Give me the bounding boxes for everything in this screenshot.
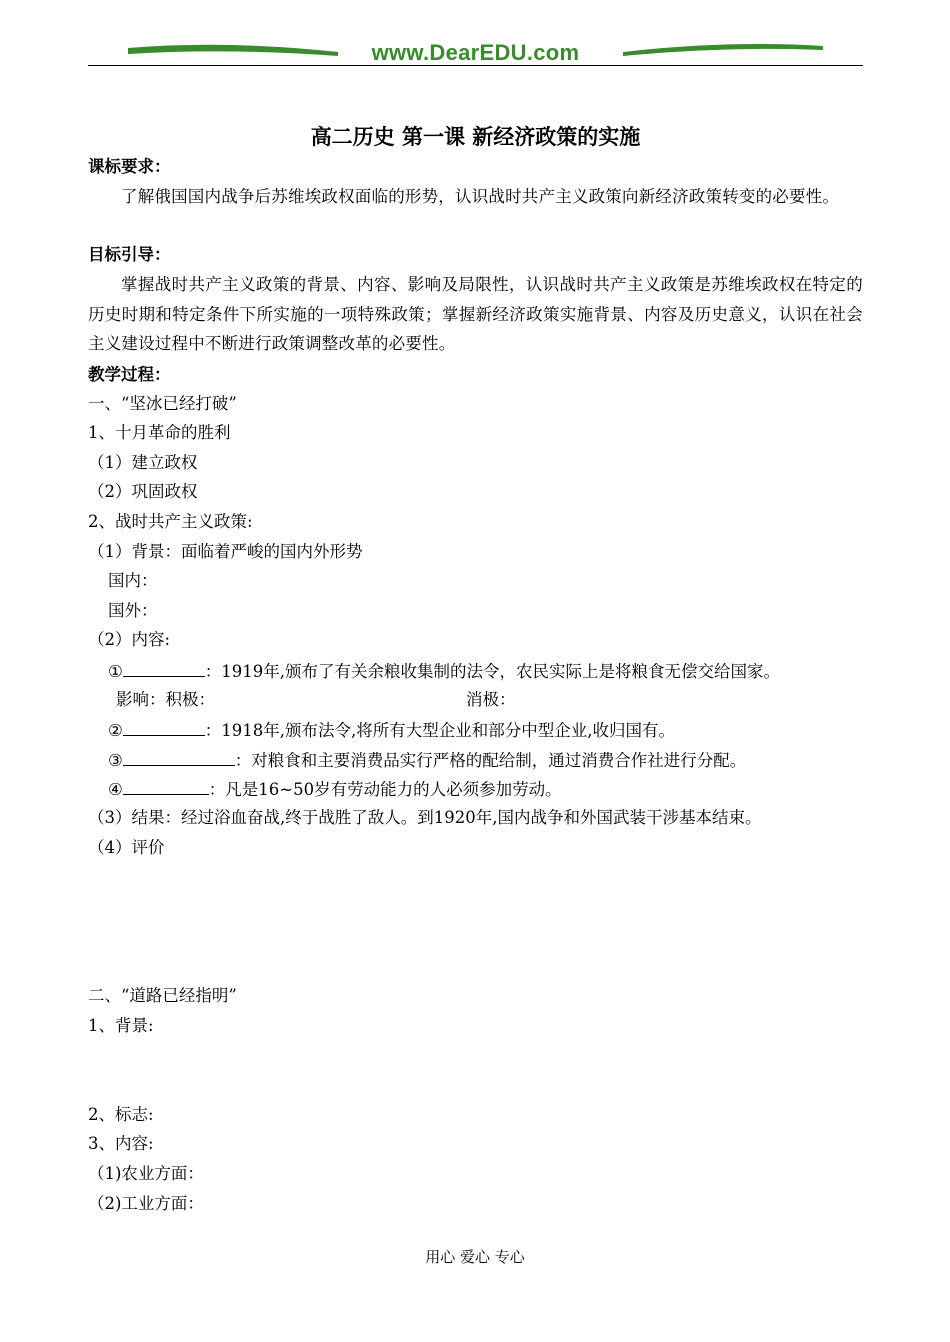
item-1-text: ：1919年,颁布了有关余粮收集制的法令，农民实际上是将粮食无偿交给国家。 xyxy=(204,662,781,681)
process-heading: 教学过程： xyxy=(88,365,171,384)
item-2-text: ：1918年,颁布法令,将所有大型企业和部分中型企业,收归国有。 xyxy=(204,721,676,740)
page-footer: 用心 爱心 专心 xyxy=(425,1248,525,1266)
p1-2-background: （1）背景：面临着严峻的国内外形势 xyxy=(88,542,363,561)
item-2 xyxy=(108,717,675,743)
domestic-label: 国内： xyxy=(108,571,158,590)
item-2-blank[interactable] xyxy=(123,717,205,736)
item-1 xyxy=(108,658,780,684)
p2-1: 1、背景: xyxy=(88,1016,154,1035)
p2-3: 3、内容: xyxy=(88,1134,154,1153)
item-2-marker: ② xyxy=(108,721,123,740)
item-1-blank[interactable] xyxy=(123,658,205,677)
item-4-text: ：凡是16~50岁有劳动能力的人必须参加劳动。 xyxy=(208,780,562,799)
foreign-label: 国外： xyxy=(108,601,158,620)
impact-line xyxy=(116,688,215,712)
item-3-text: ：对粮食和主要消费品实行严格的配给制，通过消费合作社进行分配。 xyxy=(234,751,747,770)
p1-2: 2、战时共产主义政策: xyxy=(88,512,253,531)
p2-2: 2、标志: xyxy=(88,1105,154,1124)
standard-heading: 课标要求： xyxy=(88,157,171,176)
p1-1-b: （2）巩固政权 xyxy=(88,482,198,501)
header-banner xyxy=(88,36,863,68)
item-1-marker: ① xyxy=(108,662,123,681)
item-4-blank[interactable] xyxy=(123,776,209,795)
site-logo: www.DearEDU.com xyxy=(371,40,580,65)
impact-label: 影响：积极： xyxy=(116,690,215,709)
part1-heading: 一、“坚冰已经打破” xyxy=(88,394,237,413)
p1-1-a: （1）建立政权 xyxy=(88,453,198,472)
header-rule xyxy=(88,65,863,66)
evaluation-label: （4）评价 xyxy=(88,838,165,857)
content-label: （2）内容: xyxy=(88,630,171,649)
result-text: （3）结果：经过浴血奋战,终于战胜了敌人。到1920年,国内战争和外国武装干涉基本结束。 xyxy=(88,808,762,827)
standard-text: 了解俄国国内战争后苏维埃政权面临的形势，认识战时共产主义政策向新经济政策转变的必要性。 xyxy=(121,187,840,206)
item-3 xyxy=(108,747,746,773)
goal-heading: 目标引导： xyxy=(88,245,171,264)
part2-heading: 二、“道路已经指明” xyxy=(88,986,237,1005)
item-4-marker: ④ xyxy=(108,780,123,799)
page-title: 高二历史 第一课 新经济政策的实施 xyxy=(310,124,641,149)
goal-text: 掌握战时共产主义政策的背景、内容、影响及局限性，认识战时共产主义政策是苏维埃政权在特定的历史时期和特定条件下所实施的一项特殊政策；掌握新经济政策实施背景、内容及历史意义，认识在社会主义建设过程中不断进行政策调整改革的必要性。 xyxy=(88,275,863,353)
p1-1: 1、十月革命的胜利 xyxy=(88,423,231,442)
item-4 xyxy=(108,776,562,802)
item-3-blank[interactable] xyxy=(123,747,235,766)
p2-3-a: （1)农业方面： xyxy=(88,1164,204,1183)
p2-3-b: （2)工业方面： xyxy=(88,1194,204,1213)
item-3-marker: ③ xyxy=(108,751,123,770)
impact-negative-label: 消极： xyxy=(466,690,516,709)
